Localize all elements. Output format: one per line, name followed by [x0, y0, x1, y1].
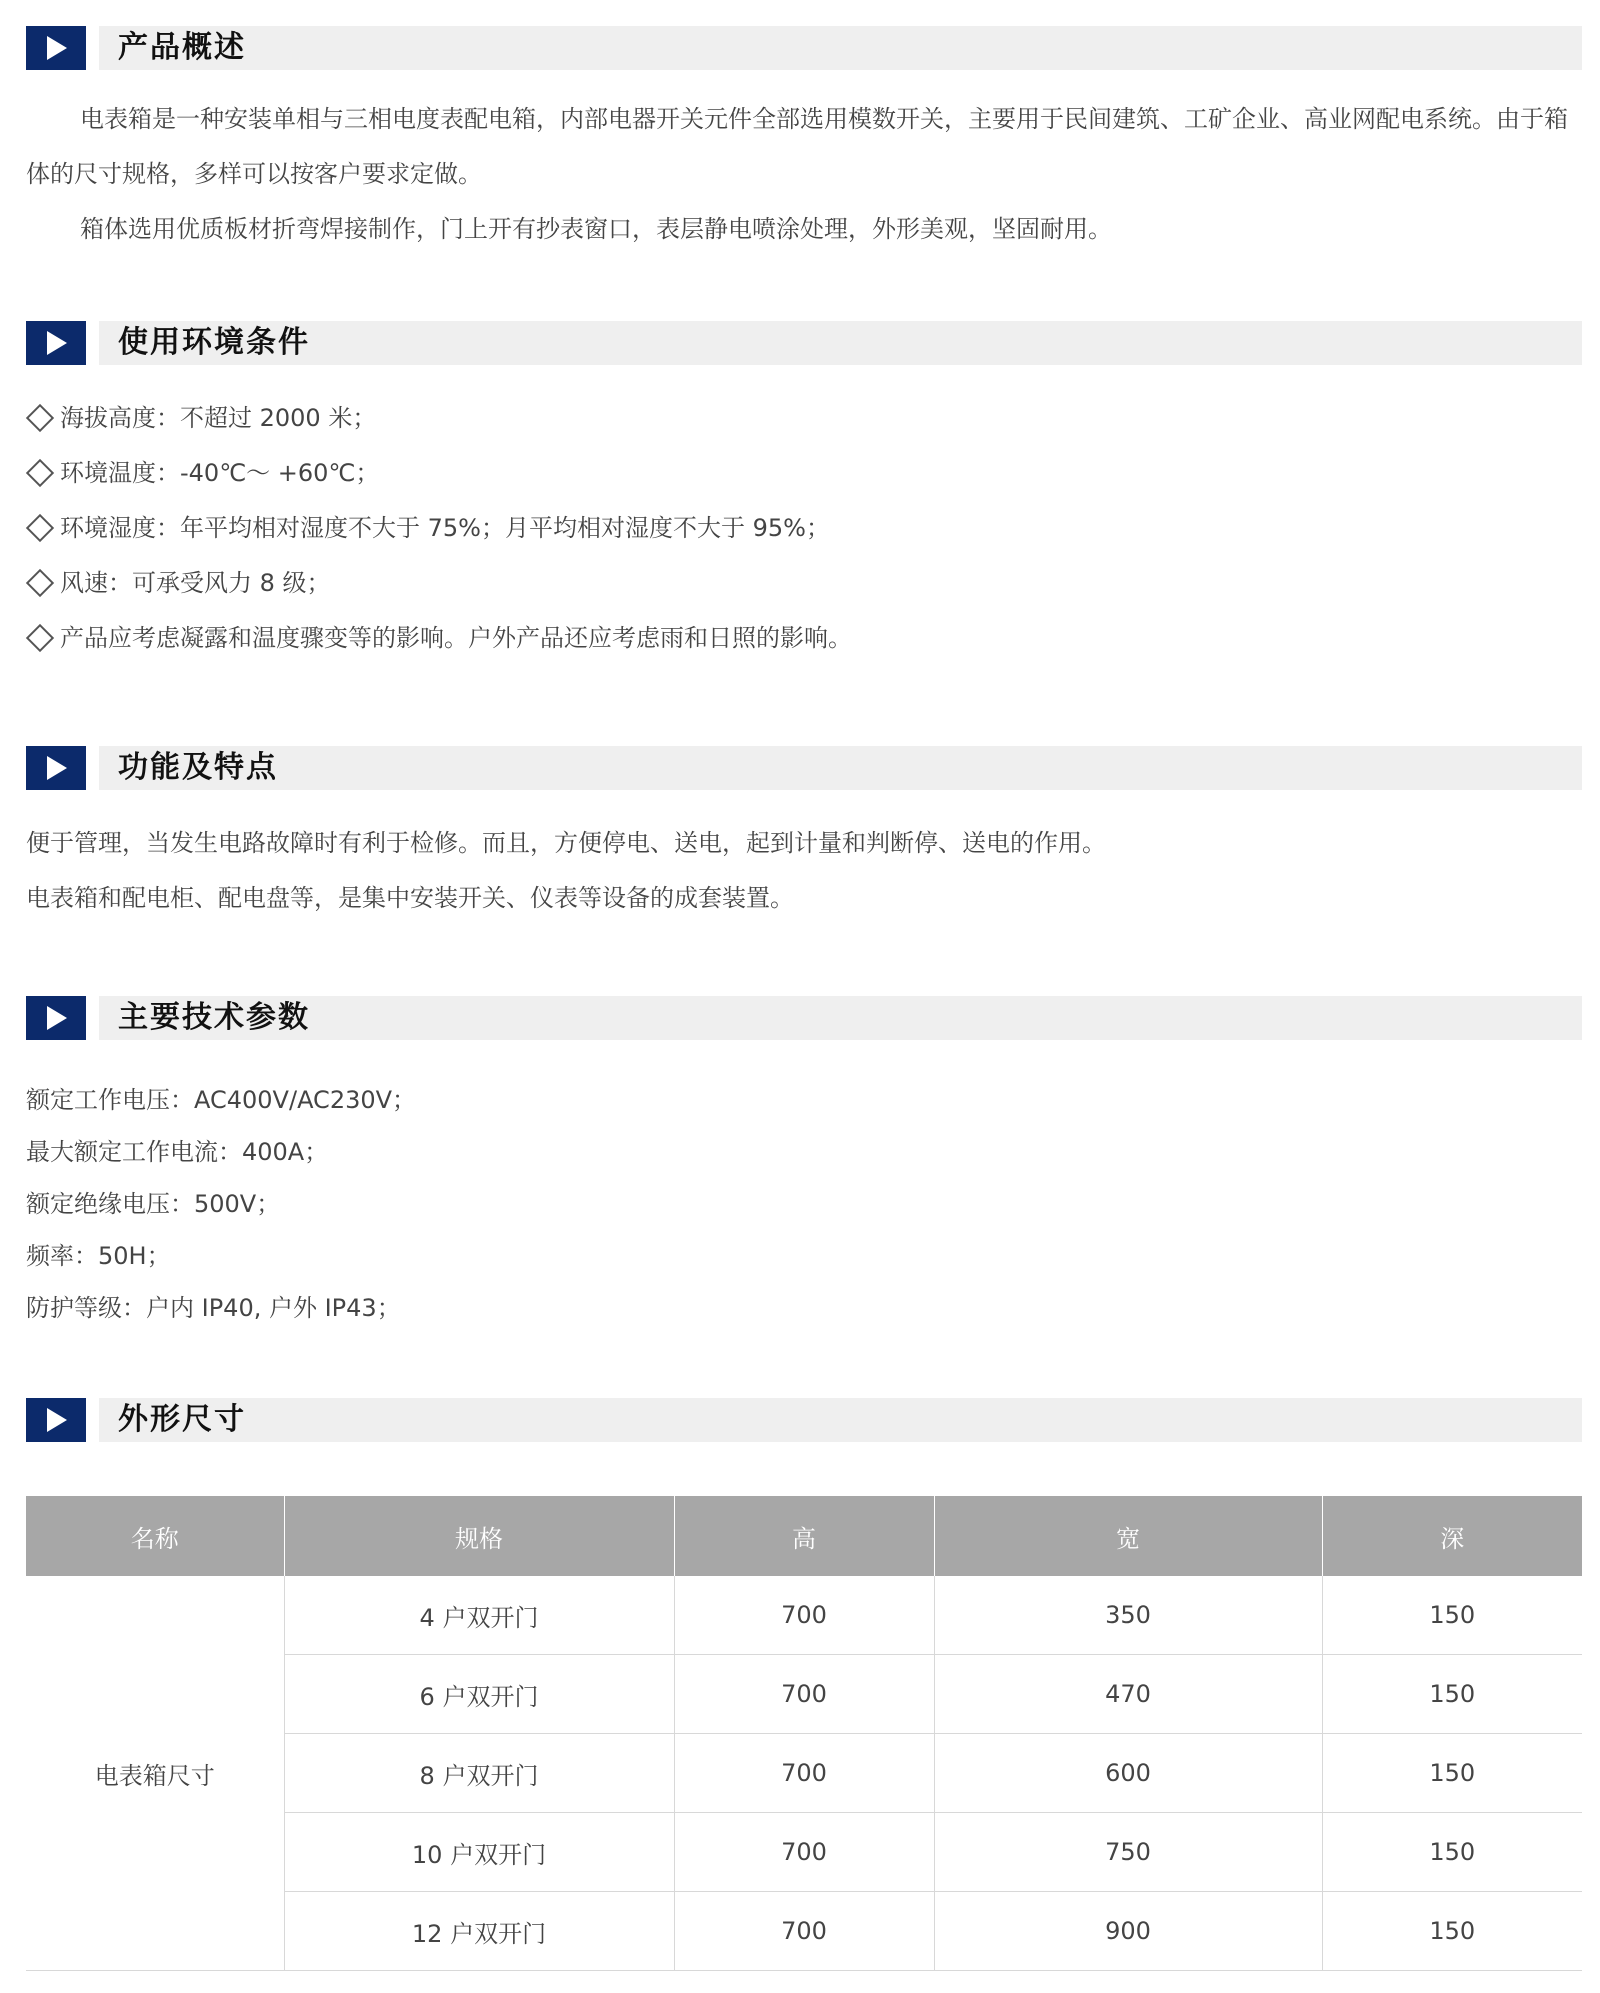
section-header-features: [26, 746, 1582, 790]
header-bar: [99, 1398, 1582, 1442]
play-icon: [26, 321, 86, 365]
product-name-cell: 电表箱尺寸: [26, 1576, 284, 1971]
column-header-width: 宽: [934, 1496, 1322, 1576]
overview-paragraph-2: 箱体选用优质板材折弯焊接制作，门上开有抄表窗口，表层静电喷涂处理，外形美观，坚固耐用。: [80, 215, 1112, 243]
depth-cell: 150: [1322, 1734, 1582, 1813]
column-header-height: 高: [674, 1496, 934, 1576]
play-icon: [26, 1398, 86, 1442]
spec-cell: 6 户双开门: [284, 1655, 674, 1734]
height-cell: 700: [674, 1734, 934, 1813]
diamond-bullet-icon: [26, 514, 54, 542]
spec-cell: 4 户双开门: [284, 1576, 674, 1655]
play-icon: [26, 996, 86, 1040]
width-cell: 750: [934, 1813, 1322, 1892]
height-cell: 700: [674, 1655, 934, 1734]
height-cell: 700: [674, 1813, 934, 1892]
section-header-overview: [26, 26, 1582, 70]
list-item: 环境温度：-40℃～ +60℃；: [26, 446, 1582, 501]
spec-item: 额定绝缘电压：500V；: [26, 1190, 281, 1218]
list-item: 环境湿度：年平均相对湿度不大于 75%；月平均相对湿度不大于 95%；: [26, 501, 1582, 556]
depth-cell: 150: [1322, 1576, 1582, 1655]
section-header-environment: [26, 321, 1582, 365]
header-bar: [99, 321, 1582, 365]
list-item: 产品应考虑凝露和温度骤变等的影响。户外产品还应考虑雨和日照的影响。: [26, 611, 1582, 666]
list-item: 风速：可承受风力 8 级；: [26, 556, 1582, 611]
column-header-name: 名称: [26, 1496, 284, 1576]
section-title: 使用环境条件: [118, 325, 310, 360]
header-bar: [99, 26, 1582, 70]
depth-cell: 150: [1322, 1655, 1582, 1734]
height-cell: 700: [674, 1576, 934, 1655]
features-paragraph-2: 电表箱和配电柜、配电盘等，是集中安装开关、仪表等设备的成套装置。: [26, 884, 794, 912]
table-header-row: [26, 1496, 1582, 1576]
dimensions-table: [26, 1496, 1582, 1971]
section-title: 外形尺寸: [118, 1402, 246, 1437]
depth-cell: 150: [1322, 1892, 1582, 1971]
header-bar: [99, 746, 1582, 790]
column-header-depth: 深: [1322, 1496, 1582, 1576]
depth-cell: 150: [1322, 1813, 1582, 1892]
spec-item: 最大额定工作电流：400A；: [26, 1138, 329, 1166]
column-header-spec: 规格: [284, 1496, 674, 1576]
spec-item: 防护等级：户内 IP40, 户外 IP43；: [26, 1294, 401, 1322]
section-header-dimensions: [26, 1398, 1582, 1442]
product-page: [26, 26, 1582, 1971]
diamond-bullet-icon: [26, 459, 54, 487]
header-bar: [99, 996, 1582, 1040]
list-item: 海拔高度：不超过 2000 米；: [26, 391, 1582, 446]
width-cell: 600: [934, 1734, 1322, 1813]
section-title: 产品概述: [118, 30, 246, 65]
spec-cell: 8 户双开门: [284, 1734, 674, 1813]
diamond-bullet-icon: [26, 624, 54, 652]
height-cell: 700: [674, 1892, 934, 1971]
table-row: [26, 1576, 1582, 1655]
play-icon: [26, 26, 86, 70]
spec-item: 额定工作电压：AC400V/AC230V；: [26, 1086, 417, 1114]
width-cell: 470: [934, 1655, 1322, 1734]
play-icon: [26, 746, 86, 790]
diamond-bullet-icon: [26, 404, 54, 432]
spec-cell: 10 户双开门: [284, 1813, 674, 1892]
spec-item: 频率：50H；: [26, 1242, 171, 1270]
spec-cell: 12 户双开门: [284, 1892, 674, 1971]
diamond-bullet-icon: [26, 569, 54, 597]
width-cell: 350: [934, 1576, 1322, 1655]
section-title: 主要技术参数: [118, 1000, 310, 1035]
section-title: 功能及特点: [118, 750, 278, 785]
overview-paragraph-1: 电表箱是一种安装单相与三相电度表配电箱，内部电器开关元件全部选用模数开关，主要用于民间建筑、工矿企业、高业网配电系统。由于箱体的尺寸规格，多样可以按客户要求定做。: [26, 105, 1568, 188]
width-cell: 900: [934, 1892, 1322, 1971]
section-header-specs: [26, 996, 1582, 1040]
features-paragraph-1: 便于管理，当发生电路故障时有利于检修。而且，方便停电、送电，起到计量和判断停、送电的作用。: [26, 829, 1106, 857]
